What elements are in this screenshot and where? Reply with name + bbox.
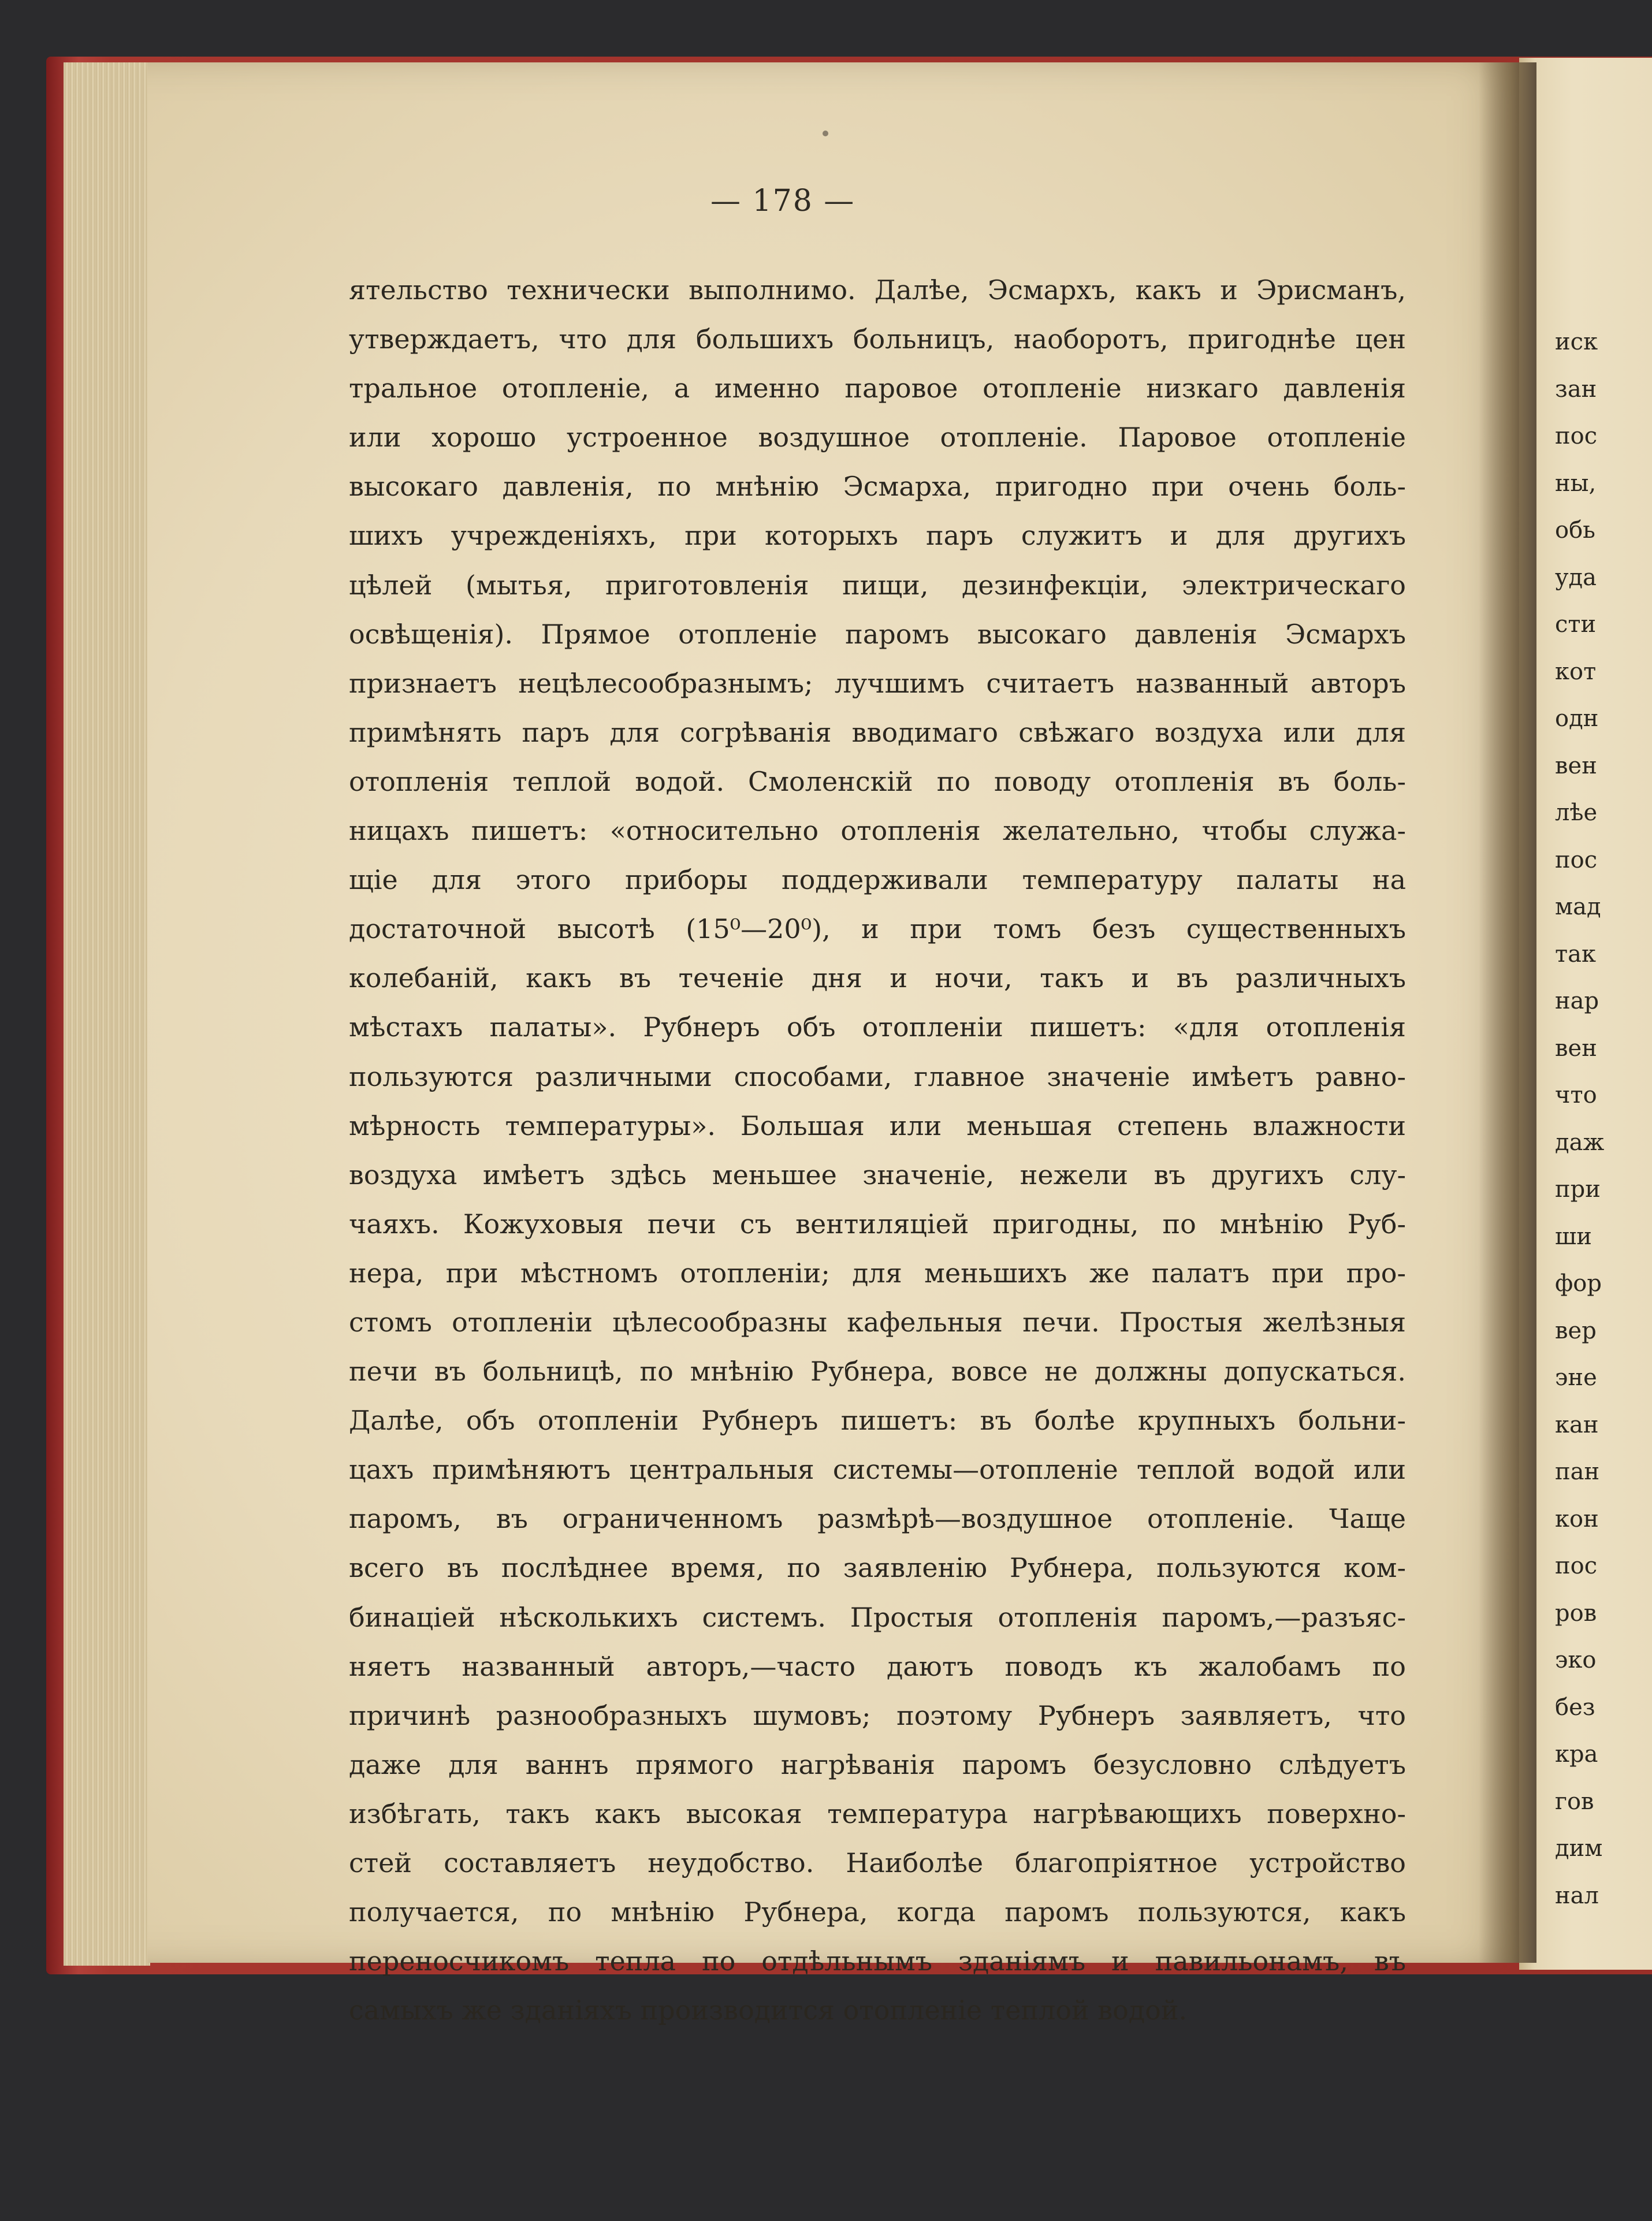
right-page-fragment: ны, [1555, 470, 1597, 497]
right-page-fragment: пос [1555, 1553, 1598, 1579]
right-page-fragment: вен [1555, 752, 1597, 779]
text-line: нера, при мѣстномъ отопленіи; для меньшихъ же палатъ при про- [349, 1257, 1406, 1289]
page-edges [64, 62, 150, 1966]
right-page-fragment: ров [1555, 1599, 1597, 1627]
text-line: воздуха имѣетъ здѣсь меньшее значеніе, нежели въ другихъ слу- [349, 1159, 1406, 1191]
right-page-fragment: нар [1555, 988, 1599, 1014]
right-page-fragment: кра [1555, 1741, 1598, 1768]
right-page-fragment: вер [1555, 1317, 1597, 1344]
text-line: отопленія теплой водой. Смоленскій по поводу отопленія въ боль- [349, 765, 1406, 797]
right-page-fragment: при [1555, 1176, 1601, 1203]
right-page-text [1555, 319, 1652, 1919]
text-line: всего въ послѣднее время, по заявленію Рубнера, пользуются ком- [349, 1552, 1406, 1584]
page-number: — 178 — [710, 184, 855, 218]
text-line: щіе для этого приборы поддерживали температуру палаты на [349, 864, 1406, 896]
text-line: бинаціей нѣсколькихъ системъ. Простыя отопленія паромъ,—разъяс- [349, 1601, 1406, 1633]
right-page-fragment: одн [1555, 705, 1599, 732]
right-page-fragment: сти [1555, 611, 1597, 638]
right-page-fragment: гов [1555, 1788, 1594, 1815]
text-line: примѣнять паръ для согрѣванія вводимаго свѣжаго воздуха или для [349, 716, 1406, 748]
text-line: шихъ учрежденіяхъ, при которыхъ паръ служитъ и для другихъ [349, 520, 1406, 552]
text-line: паромъ, въ ограниченномъ размѣрѣ—воздушное отопленіе. Чаще [349, 1503, 1406, 1535]
right-page-fragment: что [1555, 1082, 1597, 1108]
right-page-fragment: кот [1555, 658, 1597, 685]
text-line: избѣгать, такъ какъ высокая температура нагрѣвающихъ поверхно- [349, 1798, 1406, 1829]
text-line: или хорошо устроенное воздушное отопленіе. Паровое отопленіе [349, 422, 1406, 453]
text-line: печи въ больницѣ, по мнѣнію Рубнера, вовсе не должны допускаться. [349, 1356, 1406, 1387]
right-page-fragment: обь [1555, 517, 1595, 544]
right-page-fragment: мад [1555, 894, 1601, 920]
text-line: Далѣе, объ отопленіи Рубнеръ пишетъ: въ болѣе крупныхъ больни- [349, 1405, 1406, 1437]
text-line: признаетъ нецѣлесообразнымъ; лучшимъ считаетъ названный авторъ [349, 667, 1406, 699]
text-line: переносчикомъ тепла по отдѣльнымъ зданіямъ и павильонамъ, въ [349, 1945, 1406, 1977]
text-line: мѣрность температуры». Большая или меньшая степень влажности [349, 1110, 1406, 1141]
ink-dot [823, 131, 828, 136]
text-line: даже для ваннъ прямого нагрѣванія паромъ безусловно слѣдуетъ [349, 1748, 1406, 1780]
right-page-fragment: так [1555, 940, 1596, 968]
right-page-fragment: пос [1555, 423, 1598, 449]
text-line: ницахъ пишетъ: «относительно отопленія желательно, чтобы служа- [349, 815, 1406, 847]
book-gutter [1479, 62, 1536, 1963]
text-line: стомъ отопленіи цѣлесообразны кафельныя печи. Простыя желѣзныя [349, 1306, 1406, 1338]
right-page-fragment: пос [1555, 846, 1598, 873]
text-line: стей составляетъ неудобство. Наиболѣе благопріятное устройство [349, 1847, 1406, 1878]
text-line: получается, по мнѣнію Рубнера, когда паромъ пользуются, какъ [349, 1896, 1406, 1928]
right-page-fragment: вен [1555, 1035, 1597, 1062]
text-line: самыхъ же зданіяхъ производится отопленіе теплой водой. [349, 1995, 1188, 2026]
right-page-fragment: даж [1555, 1129, 1605, 1156]
text-line: причинѣ разнообразныхъ шумовъ; поэтому Рубнеръ заявляетъ, что [349, 1699, 1406, 1731]
right-page-fragment: дим [1555, 1835, 1603, 1862]
right-page-fragment: уда [1555, 564, 1597, 591]
text-line: высокаго давленія, по мнѣнію Эсмарха, пригодно при очень боль- [349, 471, 1406, 503]
right-page-fragment: зан [1555, 375, 1597, 403]
right-page-fragment: кон [1555, 1505, 1599, 1532]
right-page-fragment: нал [1555, 1882, 1599, 1909]
text-line: пользуются различными способами, главное значеніе имѣетъ равно- [349, 1061, 1406, 1092]
text-line: утверждаетъ, что для большихъ больницъ, наоборотъ, пригоднѣе цен [349, 323, 1406, 355]
text-line: няетъ названный авторъ,—часто даютъ поводъ къ жалобамъ по [349, 1650, 1406, 1682]
right-page-fragment: пан [1555, 1459, 1600, 1485]
right-page-fragment: фор [1555, 1270, 1602, 1297]
text-line: цахъ примѣняютъ центральныя системы—отопленіе теплой водой или [349, 1454, 1406, 1486]
text-line: чаяхъ. Кожуховыя печи съ вентиляціей пригодны, по мнѣнію Руб- [349, 1208, 1406, 1240]
right-page-fragment: эко [1555, 1647, 1597, 1673]
right-page-fragment: иск [1555, 329, 1598, 355]
text-line: достаточной высотѣ (15⁰—20⁰), и при томъ безъ существенныхъ [349, 913, 1406, 945]
right-page-fragment: лѣе [1555, 799, 1598, 826]
right-page-fragment: эне [1555, 1364, 1597, 1391]
text-line: освѣщенія). Прямое отопленіе паромъ высокаго давленія Эсмархъ [349, 618, 1406, 650]
body-text [349, 266, 1406, 2035]
right-page-fragment: без [1555, 1694, 1595, 1721]
right-page-fragment: ши [1555, 1223, 1592, 1250]
text-line: ятельство технически выполнимо. Далѣе, Эсмархъ, какъ и Эрисманъ, [349, 274, 1406, 306]
text-line: колебаній, какъ въ теченіе дня и ночи, такъ и въ различныхъ [349, 962, 1406, 994]
right-page-fragment: кан [1555, 1411, 1599, 1438]
text-line: цѣлей (мытья, приготовленія пищи, дезинфекціи, электрическаго [349, 569, 1406, 601]
text-line: мѣстахъ палаты». Рубнеръ объ отопленіи пишетъ: «для отопленія [349, 1011, 1406, 1043]
text-line: тральное отопленіе, а именно паровое отопленіе низкаго давленія [349, 373, 1406, 404]
